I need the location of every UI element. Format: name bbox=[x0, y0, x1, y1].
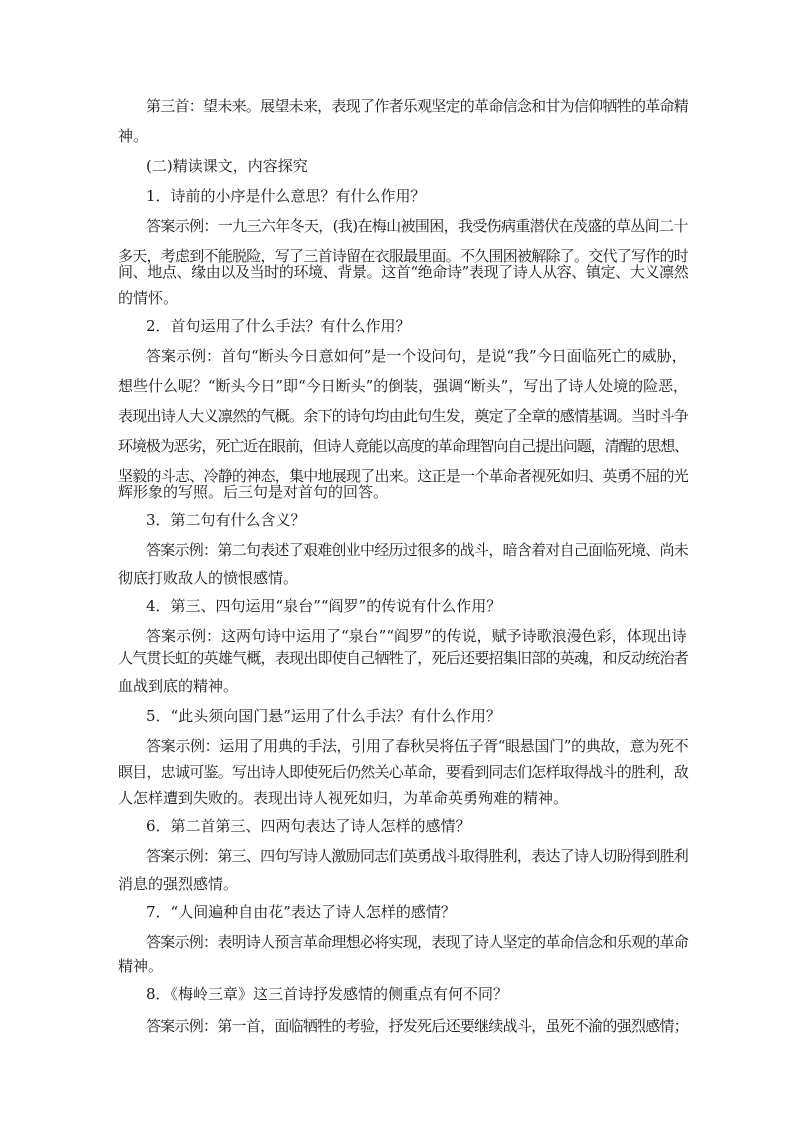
answer-line: 答案示例：第二句表述了艰难创业中经历过很多的战斗，暗含着对自己面临死境、尚未 bbox=[146, 541, 689, 559]
answer-line: 答案示例：首句“断头今日意如何”是一个设问句，是说“我”今日面临死亡的威胁， bbox=[146, 347, 687, 365]
question-line: 8．《梅岭三章》这三首诗抒发感情的侧重点有何不同？ bbox=[146, 985, 509, 1003]
question-line: 3．第二句有什么含义？ bbox=[146, 511, 306, 529]
text-line: 血战到底的精神。 bbox=[118, 677, 239, 695]
answer-line: 答案示例：表明诗人预言革命理想必将实现，表现了诗人坚定的革命信念和乐观的革命 bbox=[146, 933, 689, 951]
text-line: 第三首：望未来。展望未来，表现了作者乐观坚定的革命信念和甘为信仰牺牲的革命精 bbox=[146, 97, 689, 115]
text-line: 人气贯长虹的英雄气概，表现出即使自己牺牲了，死后还要招集旧部的英魂，和反动统治者 bbox=[118, 649, 689, 667]
question-line: 1．诗前的小序是什么意思？有什么作用？ bbox=[146, 187, 426, 205]
text-line: 环境极为恶劣，死亡近在眼前，但诗人竟能以高度的革命理智向自己提出问题，清醒的思想、 bbox=[118, 437, 689, 455]
answer-line: 答案示例：一九三六年冬天，(我)在梅山被围困，我受伤病重潜伏在茂盛的草丛间二十 bbox=[146, 217, 688, 235]
text-line: 彻底打败敌人的愤恨感情。 bbox=[118, 569, 299, 587]
text-line: 间、地点、缘由以及当时的环境、背景。这首“绝命诗”表现了诗人从容、镇定、大义凛然 bbox=[118, 263, 689, 281]
answer-line: 答案示例：第三、四句写诗人激励同志们英勇战斗取得胜利，表达了诗人切盼得到胜利 bbox=[146, 847, 689, 865]
question-line: 7．“人间遍种自由花”表达了诗人怎样的感情？ bbox=[146, 903, 456, 921]
text-line: 精神。 bbox=[118, 957, 164, 975]
text-line: 消息的强烈感情。 bbox=[118, 875, 239, 893]
answer-line: 答案示例：第一首，面临牺牲的考验，抒发死后还要继续战斗，虽死不渝的强烈感情； bbox=[146, 1017, 689, 1035]
text-line: 辉形象的写照。后三句是对首句的回答。 bbox=[118, 483, 389, 501]
question-line: 2．首句运用了什么手法？有什么作用？ bbox=[146, 317, 411, 335]
text-line: 多天，考虑到不能脱险，写了三首诗留在衣服最里面。不久围困被解除了。交代了写作的时 bbox=[118, 247, 689, 265]
text-line: 想些什么呢？“断头今日”即“今日断头”的倒装，强调“断头”，写出了诗人处境的险恶， bbox=[118, 377, 689, 395]
text-line: 表现出诗人大义凛然的气概。余下的诗句均由此句生发，奠定了全章的感情基调。当时斗争 bbox=[118, 407, 689, 425]
question-line: 5．“此头须向国门悬”运用了什么手法？有什么作用？ bbox=[146, 707, 501, 725]
text-line: 神。 bbox=[118, 127, 149, 145]
text-line: 瞑目，忠诚可鉴。写出诗人即使死后仍然关心革命，要看到同志们怎样取得战斗的胜利，敌 bbox=[118, 763, 689, 781]
answer-line: 答案示例：运用了用典的手法，引用了春秋吴将伍子胥“眼悬国门”的典故，意为死不 bbox=[146, 737, 689, 755]
section-heading: (二)精读课文，内容探究 bbox=[146, 157, 308, 175]
text-line: 的情怀。 bbox=[118, 289, 179, 307]
answer-line: 答案示例：这两句诗中运用了“泉台”“阎罗”的传说，赋予诗歌浪漫色彩，体现出诗 bbox=[146, 627, 687, 645]
text-line: 坚毅的斗志、冷静的神态，集中地展现了出来。这正是一个革命者视死如归、英勇不屈的光 bbox=[118, 467, 689, 485]
question-line: 6．第二首第三、四两句表达了诗人怎样的感情？ bbox=[146, 817, 471, 835]
question-line: 4．第三、四句运用“泉台”“阎罗”的传说有什么作用？ bbox=[146, 597, 502, 615]
text-line: 人怎样遭到失败的。表现出诗人视死如归，为革命英勇殉难的精神。 bbox=[118, 789, 569, 807]
